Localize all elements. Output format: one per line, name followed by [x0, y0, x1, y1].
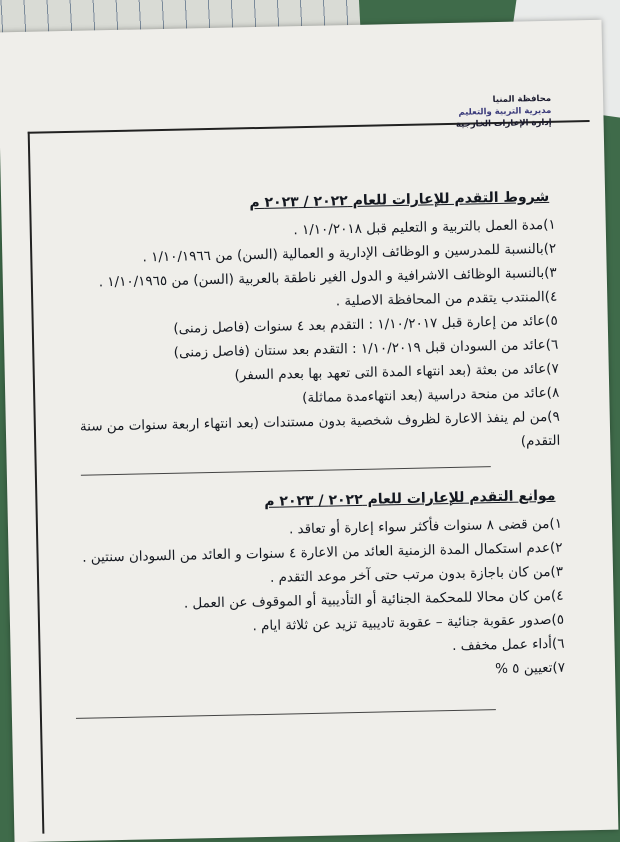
obstacle-item-3: ٣)من كان باجازة بدون مرتب حتى آخر موعد التقدم .	[269, 563, 564, 586]
obstacle-item-1: ١)من قضى ٨ سنوات فأكثر سواء إعارة أو تعاقد .	[288, 515, 563, 538]
condition-item-8: ٨)عائد من منحة دراسية (بعد انتهاءمدة مماثلة)	[302, 384, 560, 407]
obstacles-title: موانع التقدم للإعارات للعام ٢٠٢٢ / ٢٠٢٣ م	[264, 487, 556, 510]
document-body	[35, 185, 566, 720]
letterhead-directorate: مديرية التربية والتعليم	[458, 105, 552, 118]
section-divider	[81, 466, 491, 476]
obstacle-item-5: ٥)صدور عقوبة جنائية – عقوبة تاديبية تزيد عن ثلاثة ايام .	[252, 611, 565, 635]
condition-item-5: ٥)عائد من إعارة قبل ١/١٠/٢٠١٧ : التقدم بعد ٤ سنوات (فاصل زمنى)	[173, 312, 558, 337]
letterhead-governorate: محافظة المنيا	[492, 93, 552, 106]
condition-item-4: ٤)المنتدب يتقدم من المحافظة الاصلية .	[335, 288, 558, 310]
condition-item-3: ٣)بالنسبة الوظائف الاشرافية و الدول الغير ناطقة بالعربية (السن) من ١/١٠/١٩٦٥ .	[98, 264, 557, 291]
obstacle-item-2: ٢)عدم استكمال المدة الزمنية العائد من الاعارة ٤ سنوات و العائد من السودان سنتين .	[82, 539, 563, 566]
obstacle-item-6: ٦)أداء عمل مخفف .	[451, 635, 565, 655]
letterhead	[391, 93, 552, 132]
document-page	[0, 20, 618, 842]
condition-item-9: ٩)من لم ينفذ الاعارة لظروف شخصية بدون مستندات (بعد انتهاء اربعة سنوات من سنة التقدم)	[79, 408, 561, 450]
condition-item-7: ٧)عائد من بعثة (بعد انتهاء المدة التى تعهد بها بعدم السفر)	[234, 360, 559, 384]
condition-item-6: ٦)عائد من السودان قبل ١/١٠/٢٠١٩ : التقدم بعد سنتان (فاصل زمنى)	[173, 336, 559, 361]
obstacle-item-7: ٧)تعيين ٥ %	[494, 659, 566, 678]
condition-item-1: ١)مدة العمل بالتربية و التعليم قبل ١/١٠/٢٠١٨ .	[293, 216, 556, 239]
obstacle-item-4: ٤)من كان محالا للمحكمة الجنائية أو التأديبية أو الموقوف عن العمل .	[183, 587, 564, 612]
conditions-title: شروط التقدم للإعارات للعام ٢٠٢٢ / ٢٠٢٣ م	[249, 188, 550, 212]
condition-item-2: ٢)بالنسبة للمدرسين و الوظائف الإدارية و العمالية (السن) من ١/١٠/١٩٦٦ .	[142, 240, 557, 266]
letterhead-department: إدارة الإعارات الخارجية	[455, 117, 552, 130]
